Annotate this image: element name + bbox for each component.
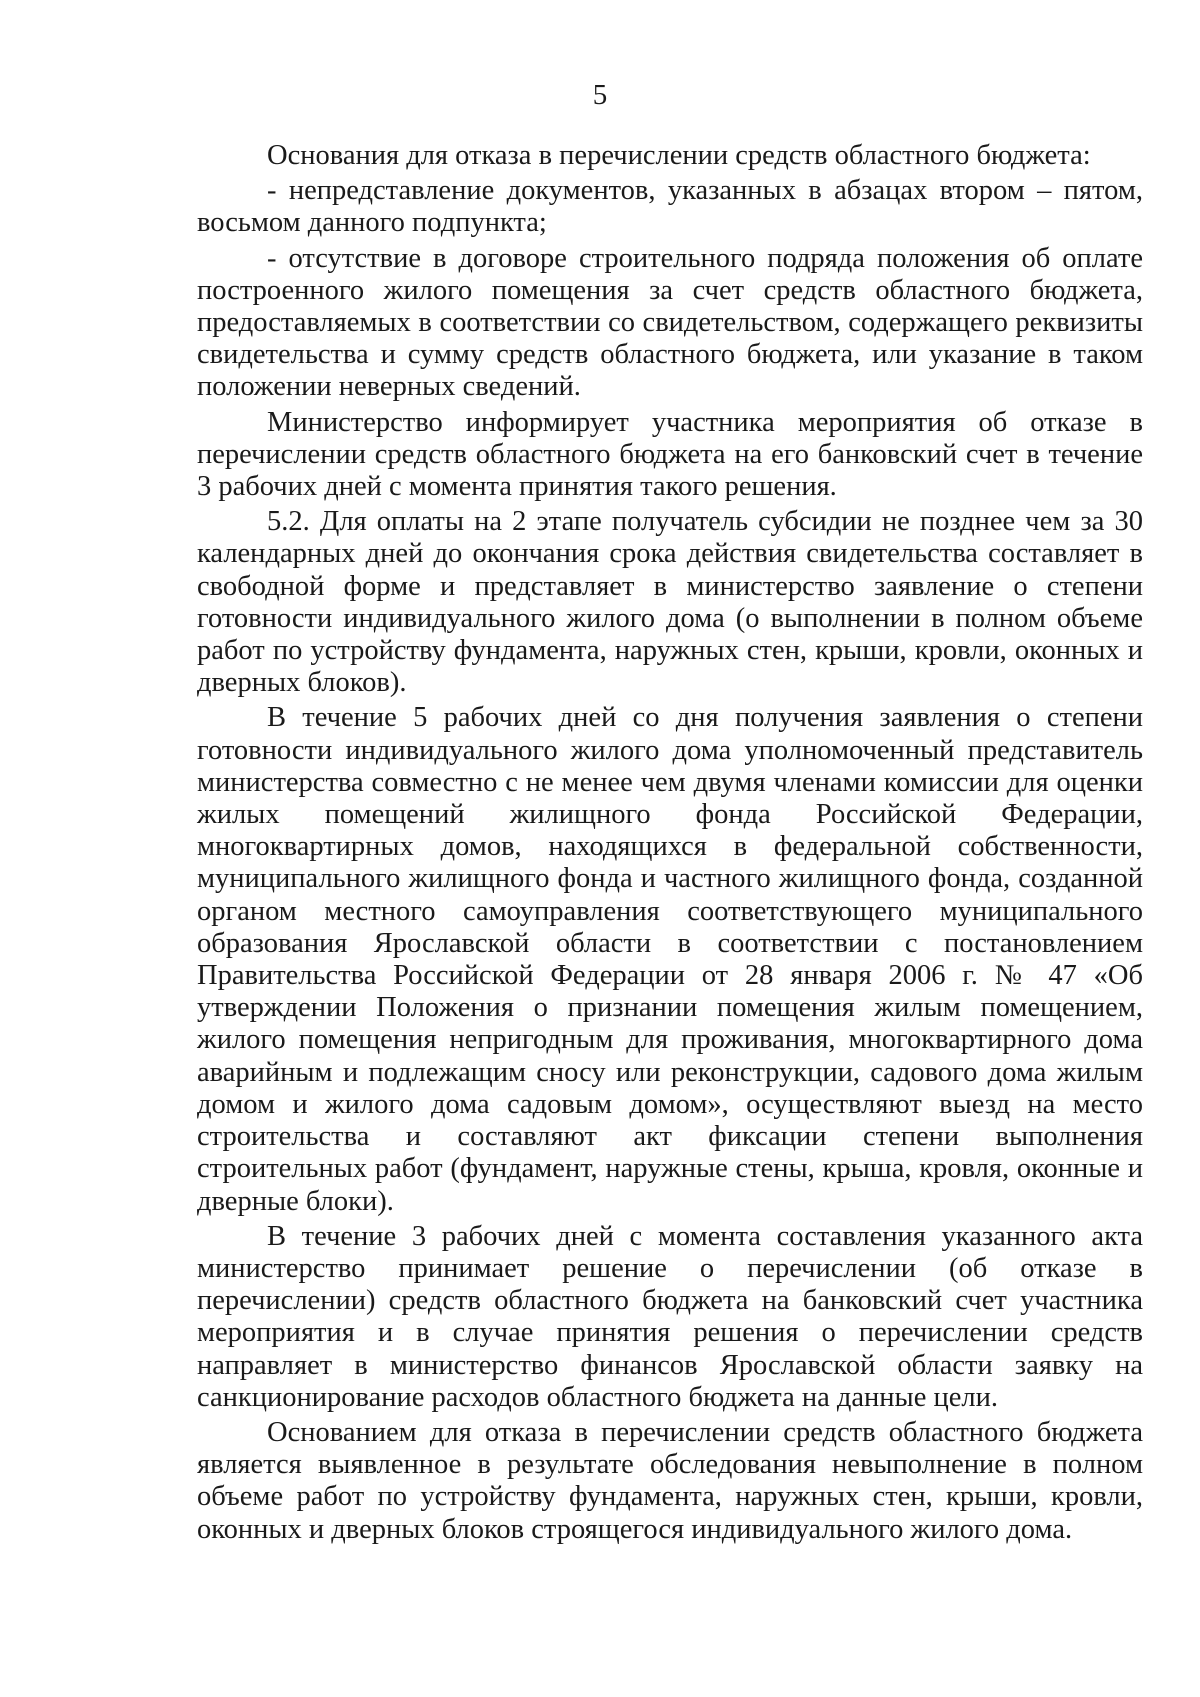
page-number: 5 [592, 79, 608, 111]
paragraph-ministry-informs: Министерство информирует участника мероприятия об отказе в перечислении средств областного бюджета на его банковский счет в течение 3 рабочих дней с момента принятия такого решения. [197, 406, 1143, 503]
paragraph-transfer-decision: В течение 3 рабочих дней с момента составления указанного акта министерство принимает решение о перечислении (об отказе в перечислении) средств областного бюджета на банковский счет участника мероприятия и в случае принятия решения о перечислении средств направляет в министерство финансов Ярославской области заявку на санкционирование расходов областного бюджета на данные цели. [197, 1220, 1143, 1413]
paragraph-refusal-grounds-heading: Основания для отказа в перечислении средств областного бюджета: [267, 140, 1091, 171]
paragraph-refusal-ground-contract: - отсутствие в договоре строительного подряда положения об оплате построенного жилого помещения за счет средств областного бюджета, предоставляемых в соответствии со свидетельством, содержащего реквизиты свидетельства и сумму средств областного бюджета, или указание в таком положении неверных сведений. [197, 242, 1143, 403]
paragraph-refusal-basis: Основанием для отказа в перечислении средств областного бюджета является выявленное в результате обследования невыполнение в полном объеме работ по устройству фундамента, наружных стен, крыши, кровли, оконных и дверных блоков строящегося индивидуального жилого дома. [197, 1416, 1143, 1545]
paragraph-section-5-2: 5.2. Для оплаты на 2 этапе получатель субсидии не позднее чем за 30 календарных дней до окончания срока действия свидетельства составляет в свободной форме и представляет в министерство заявление о степени готовности индивидуального жилого дома (о выполнении в полном объеме работ по устройству фундамента, наружных стен, крыши, кровли, оконных и дверных блоков). [197, 506, 1143, 699]
paragraph-refusal-ground-documents: - непредставление документов, указанных в абзацах втором – пятом, восьмом данного подпункта; [197, 175, 1143, 239]
document-body [197, 140, 1143, 1549]
paragraph-inspection-visit: В течение 5 рабочих дней со дня получения заявления о степени готовности индивидуального жилого дома уполномоченный представитель министерства совместно с не менее чем двумя членами комиссии для оценки жилых помещений жилищного фонда Российской Федерации, многоквартирных домов, находящихся в федеральной собственности, муниципального жилищного фонда и частного жилищного фонда, созданной органом местного самоуправления соответствующего муниципального образования Ярославской области в соответствии с постановлением Правительства Российской Федерации от 28 января 2006 г. № 47 «Об утверждении Положения о признании помещения жилым помещением, жилого помещения непригодным для проживания, многоквартирного дома аварийным и подлежащим сносу или реконструкции, садового дома жилым домом и жилого дома садовым домом», осуществляют выезд на место строительства и составляют акт фиксации степени выполнения строительных работ (фундамент, наружные стены, крыша, кровля, оконные и дверные блоки). [197, 702, 1143, 1217]
